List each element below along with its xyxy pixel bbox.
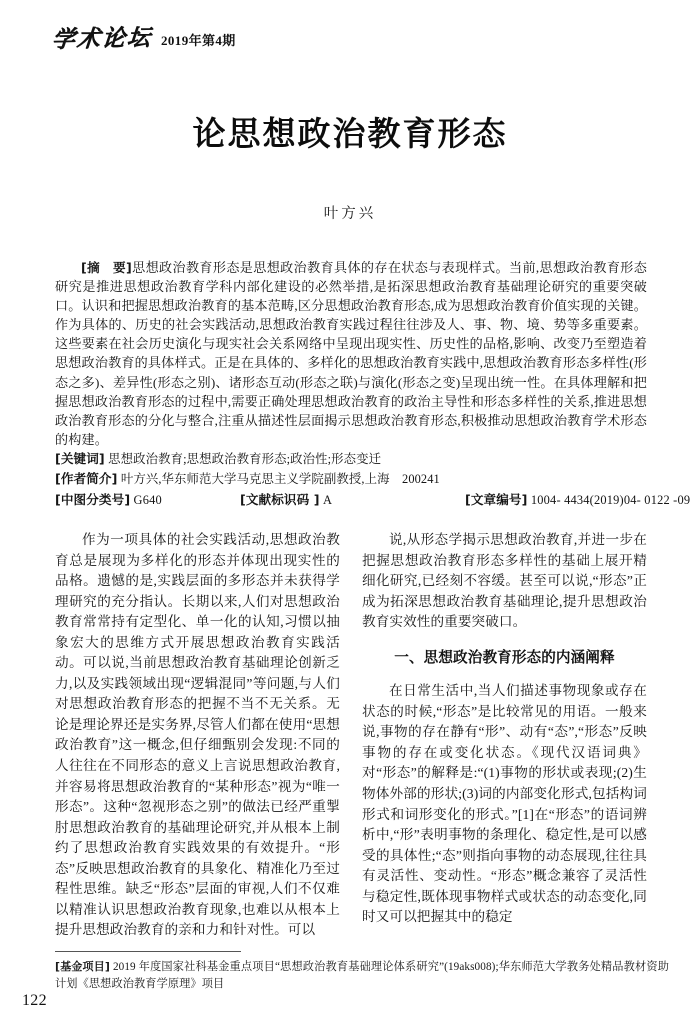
issue-label: 2019年第4期 bbox=[161, 33, 236, 48]
abstract-label: [摘 要] bbox=[81, 260, 132, 275]
body-paragraph: 作为一项具体的社会实践活动,思想政治教育总是展现为多样化的形态并体现出现实性的品格。遗憾的是,实践层面的多形态并未获得学理研究的充分指认。长期以来,人们对思想政治教育常常持有定型化、单一化的认知,习惯以抽象宏大的思维方式开展思想政治教育实践活动。可以说,当前思想政治教育基础理论创新乏力,以及实践领域出现“逻辑混同”等问题,与人们对思想政治教育形态的把握不当不无关系。无论是理论界还是实务界,尽管人们都在使用“思想政治教育”这一概念,但仔细甄别会发现:不同的人往往在不同形态的意义上言说思想政治教育,并容易将思想政治教育的“某种形态”视为“唯一形态”。这种“忽视形态之别”的做法已经严重掣肘思想政治教育的基础理论研究,并从根本上制约了思想政治教育实践效果的有效提升。“形态”反映思想政治教育的具象化、精准化乃至过程性思维。缺乏“形态”层面的审视,人们不仅难以精准认识思想政治教育现象,也难以从根本上提升思想政治教育的亲和力和针对性。可以 bbox=[55, 532, 340, 938]
article-title: 论思想政治教育形态 bbox=[192, 114, 508, 153]
article-author: 叶方兴 bbox=[323, 206, 377, 222]
article-id-value: 1004- 4434(2019)04- 0122 -09 bbox=[530, 492, 691, 507]
clc-value: G640 bbox=[133, 492, 162, 507]
article-id-segment bbox=[465, 490, 690, 510]
footnote bbox=[55, 959, 669, 992]
left-column bbox=[55, 530, 340, 938]
abstract-paragraph bbox=[55, 258, 647, 449]
footnote-text: 2019 年度国家社科基金重点项目“思想政治教育基础理论体系研究”(19aks008);华东师范大学教务处精品教材资助计划《思想政治教育学原理》项目 bbox=[55, 961, 669, 990]
keywords-value: 思想政治教育;思想政治教育形态;政治性;形态变迁 bbox=[108, 451, 382, 466]
clc-label: [中图分类号] bbox=[55, 491, 131, 507]
clc-segment bbox=[55, 490, 240, 510]
keywords-line bbox=[55, 449, 647, 469]
body-columns bbox=[55, 530, 647, 938]
page-number: 122 bbox=[22, 992, 47, 1009]
masthead bbox=[52, 20, 236, 53]
abstract-text: 思想政治教育形态是思想政治教育具体的存在状态与表现样式。当前,思想政治教育形态研究是推进思想政治教育学科内部化建设的必然举措,是拓深思想政治教育基础理论研究的重要突破口。认识和把握思想政治教育的基本范畴,区分思想政治教育形态,成为思想政治教育价值实现的关键。作为具体的、历史的社会实践活动,思想政治教育实践过程往往涉及人、事、物、境、势等多重要素。这些要素在社会历史演化与现实社会关系网络中呈现出现实性、历史性的品格,影响、改变乃至塑造着思想政治教育的具体样式。正是在具体的、多样化的思想政治教育实践中,思想政治教育形态多样性(形态之多)、差异性(形态之别)、诸形态互动(形态之联)与演化(形态之变)呈现出统一性。在具体理解和把握思想政治教育形态的过程中,需要正确处理思想政治教育的政治主导性和形态多样性的关系,推进思想政治教育形态的分化与整合,注重从描述性层面揭示思想政治教育形态,积极推动思想政治教育学术形态的构建。 bbox=[55, 260, 647, 447]
abstract-meta-block bbox=[55, 258, 691, 510]
keywords-label: [关键词] bbox=[55, 450, 105, 466]
doc-code-segment bbox=[240, 490, 465, 510]
footnote-label: [基金项目] bbox=[55, 960, 110, 973]
doc-code-label: [文献标识码 ] bbox=[240, 491, 320, 507]
author-bio-value: 叶方兴,华东师范大学马克思主义学院副教授,上海 200241 bbox=[120, 472, 440, 487]
journal-logo: 学术论坛 bbox=[50, 23, 154, 54]
footnote-separator bbox=[55, 951, 241, 952]
article-id-label: [文章编号] bbox=[465, 491, 528, 507]
right-column bbox=[362, 530, 647, 935]
body-paragraph: 在日常生活中,当人们描述事物现象或存在状态的时候,“形态”是比较常见的用语。一般来说,事物的存在静有“形”、动有“态”,“形态”反映事物的存在或变化状态。《现代汉语词典》对“形态”的解释是:“(1)事物的形状或表现;(2)生物体外部的形状;(3)词的内部变化形式,包括构词形式和词形变化的形式。”[1]在“形态”的语词辨析中,“形”表明事物的条理化、稳定性,是可以感受的具体性;“态”则指向事物的动态展现,往往具有灵活性、变动性。“形态”概念兼容了灵活性与稳定性,既体现事物样式或状态的动态变化,同时又可以把握其中的稳定 bbox=[362, 683, 647, 925]
classification-line bbox=[55, 490, 691, 510]
body-paragraph: 说,从形态学揭示思想政治教育,并进一步在把握思想政治教育形态多样性的基础上展开精细化研究,已经刻不容缓。甚至可以说,“形态”正成为拓深思想政治教育基础理论,提升思想政治教育实效性的重要突破口。 bbox=[362, 532, 647, 630]
section-heading: 一、思想政治教育形态的内涵阐释 bbox=[394, 648, 615, 666]
doc-code-value: A bbox=[323, 492, 333, 507]
author-bio-line bbox=[55, 469, 647, 489]
author-bio-label: [作者简介] bbox=[55, 471, 118, 487]
